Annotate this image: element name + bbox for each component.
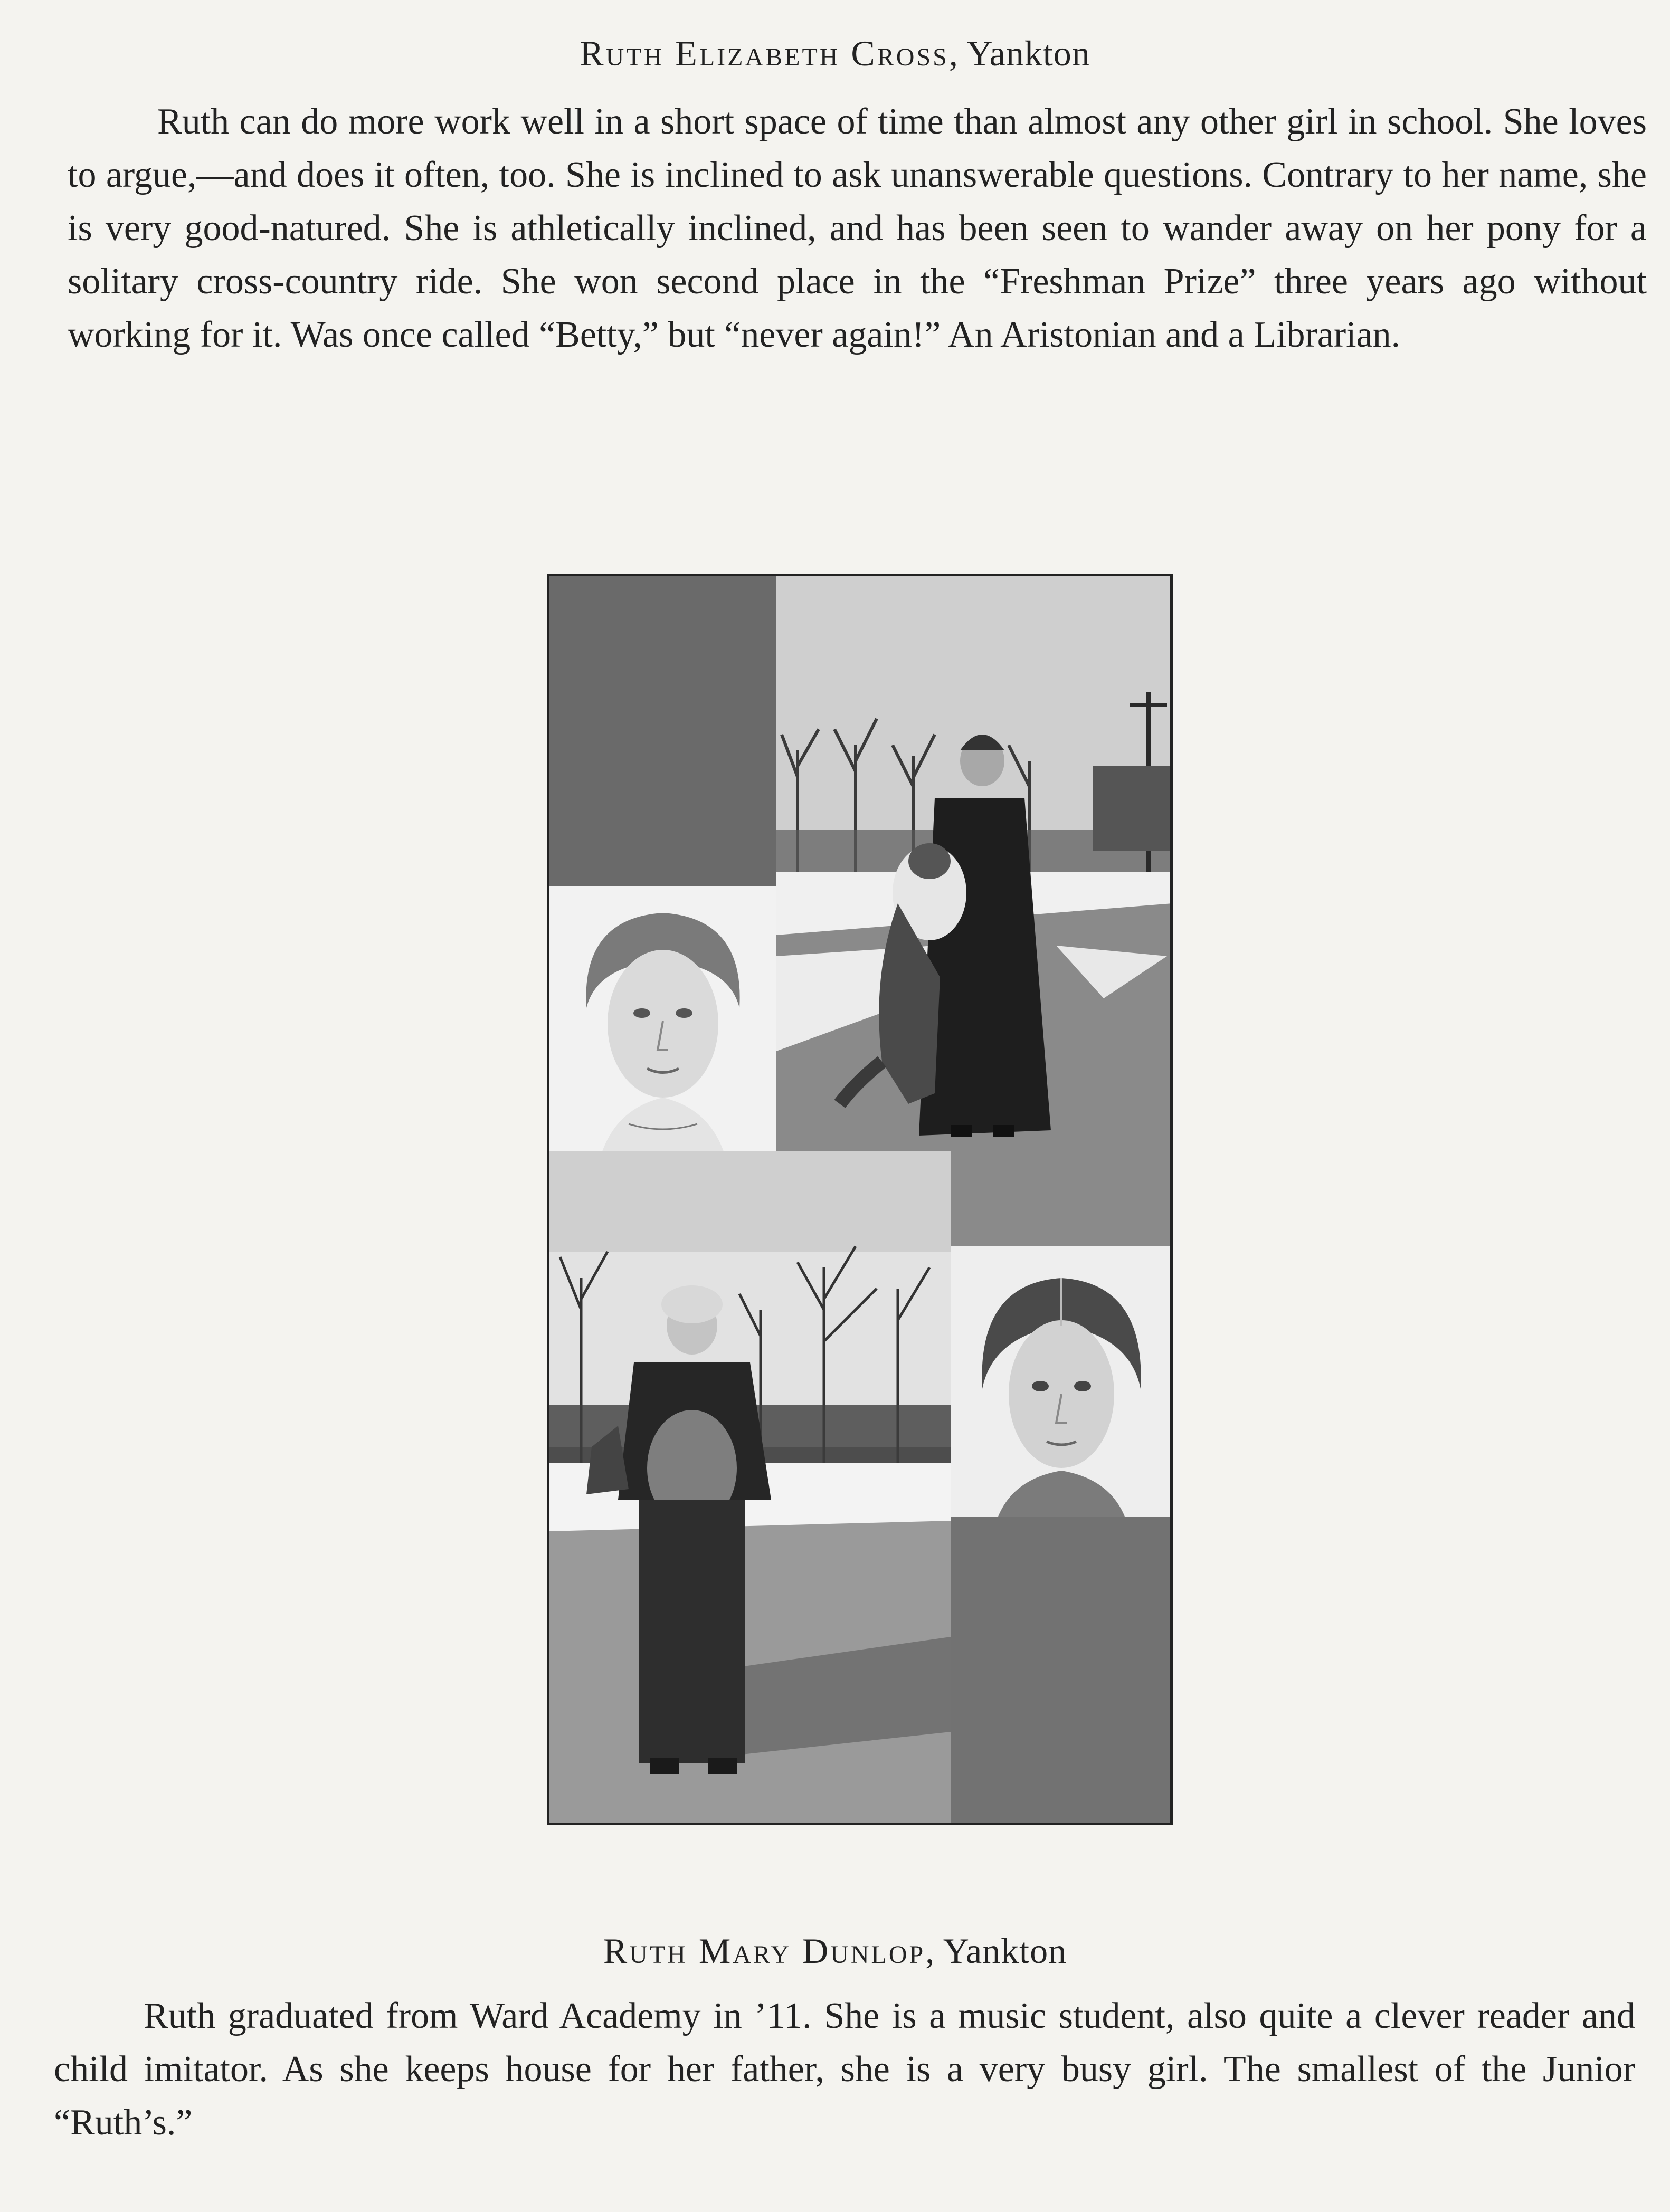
- entry1-heading: [0, 33, 1670, 74]
- entry2-biography: Ruth graduated from Ward Academy in ’11. She is a music student, also quite a clever reader and child imitator. As she keeps house for her father, she is a very busy girl. The smallest of the Junior “Ruth’s.”: [54, 1996, 1635, 2143]
- photo-collage: [547, 574, 1173, 1825]
- photo-portrait-dunlop: [951, 1246, 1173, 1517]
- photo-portrait-cross: [549, 886, 776, 1151]
- entry1-biography: Ruth can do more work well in a short space of time than almost any other girl in school. She loves to argue,—and does it often, too. She is inclined to ask unanswerable questions. Contrary to her name, she is very good-natured. She is athletically inclined, and has been seen to wander away on her pony for a solitary cross-country ride. She won second place in the “Freshman Prize” three years ago without working for it. Was once called “Betty,” but “never again!” An Aristonian and a Librarian.: [68, 101, 1647, 355]
- collage-backing-top-left: [549, 576, 776, 886]
- entry1-town: Yankton: [966, 33, 1090, 73]
- photo-woman-with-dog: [776, 576, 1173, 1246]
- entry1-separator: ,: [948, 33, 967, 73]
- collage-backing-bottom-right: [951, 1517, 1173, 1825]
- photo-girl-with-muff: [549, 1151, 951, 1825]
- entry2-name: Ruth Mary Dunlop: [603, 1931, 926, 1971]
- entry1-name: Ruth Elizabeth Cross: [580, 33, 949, 73]
- entry2-heading: [0, 1930, 1670, 1972]
- entry2-separator: ,: [925, 1931, 943, 1971]
- entry2-town: Yankton: [943, 1931, 1067, 1971]
